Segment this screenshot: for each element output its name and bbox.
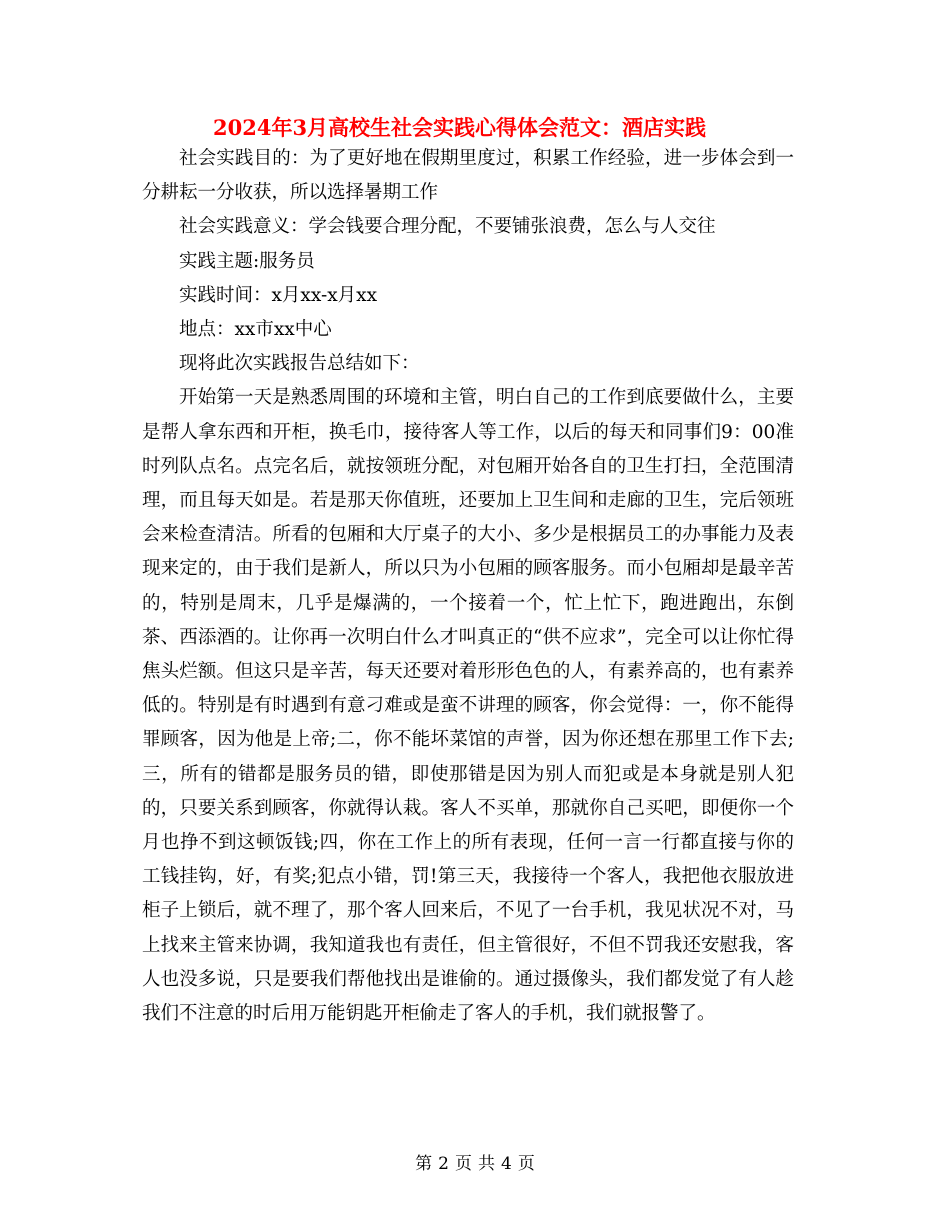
document-body [142, 142, 794, 1031]
footer-current-page: 2 [438, 1154, 449, 1174]
paragraph-purpose: 社会实践目的：为了更好地在假期里度过，积累工作经验，进一步体会到一分耕耘一分收获，所以选择暑期工作 [142, 148, 794, 204]
footer-total-word: 共 [478, 1154, 495, 1174]
page-title [0, 110, 950, 146]
footer-suffix: 页 [517, 1154, 535, 1174]
paragraph-time: 实践时间：x月xx-x月xx [179, 284, 378, 306]
paragraph-significance: 社会实践意义：学会钱要合理分配，不要铺张浪费，怎么与人交往 [179, 216, 716, 238]
paragraph-main-body: 开始第一天是熟悉周围的环境和主管，明白自己的工作到底要做什么，主要是帮人拿东西和开柜，换毛巾，接待客人等工作，以后的每天和同事们9：00准时列队点名。点完名后，就按领班分配，对包厢开始各自的卫生打扫，全范围清理，而且每天如是。若是那天你值班，还要加上卫生间和走廊的卫生，完后领班会来检查清洁。所看的包厢和大厅桌子的大小、多少是根据员工的办事能力及表现来定的，由于我们是新人，所以只为小包厢的顾客服务。而小包厢却是最辛苦的，特别是周末，几乎是爆满的，一个接着一个，忙上忙下，跑进跑出，东倒茶、西添酒的。让你再一次明白什么才叫真正的“供不应求”，完全可以让你忙得焦头烂额。但这只是辛苦，每天还要对着形形色色的人，有素养高的，也有素养低的。特别是有时遇到有意刁难或是蛮不讲理的顾客，你会觉得：一，你不能得罪顾客，因为他是上帝;二，你不能坏菜馆的声誉，因为你还想在那里工作下去;三，所有的错都是服务员的错，即使那错是因为别人而犯或是本身就是别人犯的，只要关系到顾客，你就得认栽。客人不买单，那就你自己买吧，即便你一个月也挣不到这顿饭钱;四，你在工作上的所有表现，任何一言一行都直接与你的工钱挂钩，好，有奖;犯点小错，罚!第三天，我接待一个客人，我把他衣服放进柜子上锁后，就不理了，那个客人回来后，不见了一台手机，我见状况不对，马上找来主管来协调，我知道我也有责任，但主管很好，不但不罚我还安慰我，客人也没多说，只是要我们帮他找出是谁偷的。通过摄像头，我们都发觉了有人趁我们不注意的时后用万能钥匙开柜偷走了客人的手机，我们就报警了。 [142, 387, 794, 1025]
paragraph-theme: 实践主题:服务员 [179, 250, 315, 272]
page-footer [0, 1152, 950, 1176]
page-title-text: 2024年3月高校生社会实践心得体会范文：酒店实践 [213, 115, 707, 140]
footer-prefix: 第 [415, 1154, 433, 1174]
paragraph-location: 地点：xx市xx中心 [179, 319, 332, 341]
paragraph-summary-intro: 现将此次实践报告总结如下： [179, 353, 420, 375]
footer-page-word: 页 [455, 1154, 472, 1174]
footer-total-pages: 4 [501, 1154, 512, 1174]
